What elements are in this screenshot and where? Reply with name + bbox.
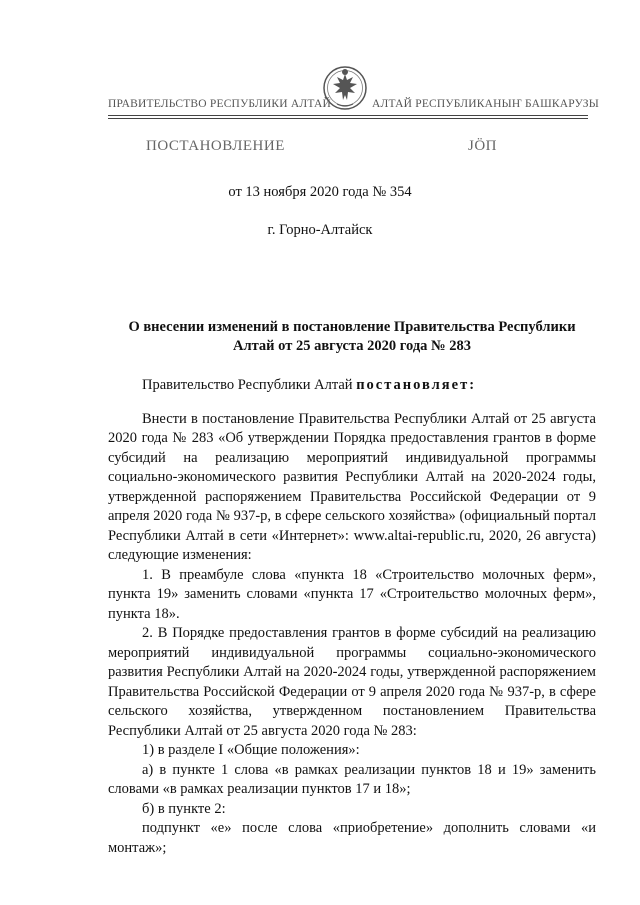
paragraph-1: 1. В преамбуле слова «пункта 18 «Строительство молочных ферм», пункта 19» заменить словами «пункта 17 «Строительство молочных ферм», пункта 18». — [108, 566, 596, 622]
paragraph-2-1-b-sub: подпункт «е» после слова «приобретение» дополнить словами «и монтаж»; — [108, 820, 596, 856]
paragraph-2: 2. В Порядке предоставления грантов в форме субсидий на реализацию мероприятий индивидуальной программы социально-экономического развития Республики Алтай на 2020-2024 годы, утвержденной распоряжением Правительства Российской Федерации от 9 апреля 2020 года № 937-р, в сфере сельского хозяйства, утвержденном постановлением Правительства Республики Алтай от 25 августа 2020 года № 283: — [108, 625, 596, 739]
doc-type-altai: ЈÖП — [468, 138, 498, 154]
doc-type-russian: ПОСТАНОВЛЕНИЕ — [146, 138, 285, 154]
title-line-1: О внесении изменений в постановление Правительства Республики — [128, 319, 576, 335]
paragraph-2-1: 1) в разделе I «Общие положения»: — [142, 742, 360, 758]
title-line-2: Алтай от 25 августа 2020 года № 283 — [233, 338, 471, 354]
decree-lead: Правительство Республики Алтай — [142, 377, 353, 393]
document-title — [112, 318, 592, 356]
document-body — [108, 376, 596, 858]
org-name-russian: ПРАВИТЕЛЬСТВО РЕСПУБЛИКИ АЛТАЙ — [108, 98, 332, 110]
org-name-altai: АЛТАЙ РЕСПУБЛИКАНЫҤ БАШКАРУЗЫ — [372, 98, 599, 110]
paragraph-2-1-a: а) в пункте 1 слова «в рамках реализации пунктов 18 и 19» заменить словами «в рамках реализации пунктов 17 и 18»; — [108, 761, 596, 797]
paragraph-2-1-b: б) в пункте 2: — [142, 800, 226, 817]
paragraph-intro: Внести в постановление Правительства Республики Алтай от 25 августа 2020 года № 283 «Об утверждении Порядка предоставления грантов в форме субсидий на реализацию мероприятий индивидуальной программы социально-экономического развития Республики Алтай на 2020-2024 годы, утвержденной распоряжением Правительства Российской Федерации от 9 апреля 2020 года № 937-р, в сфере сельского хозяйства» (официальный портал Республики Алтай в сети «Интернет»: www.altai-republic.ru, 2020, 26 августа) следующие изменения: — [108, 410, 596, 563]
header-divider — [108, 115, 588, 116]
decree-statement — [108, 376, 596, 396]
decree-word: постановляет: — [356, 377, 477, 393]
header-divider-second — [108, 118, 588, 119]
document-city: г. Горно-Алтайск — [267, 222, 373, 238]
document-date-number: от 13 ноября 2020 года № 354 — [228, 184, 412, 200]
